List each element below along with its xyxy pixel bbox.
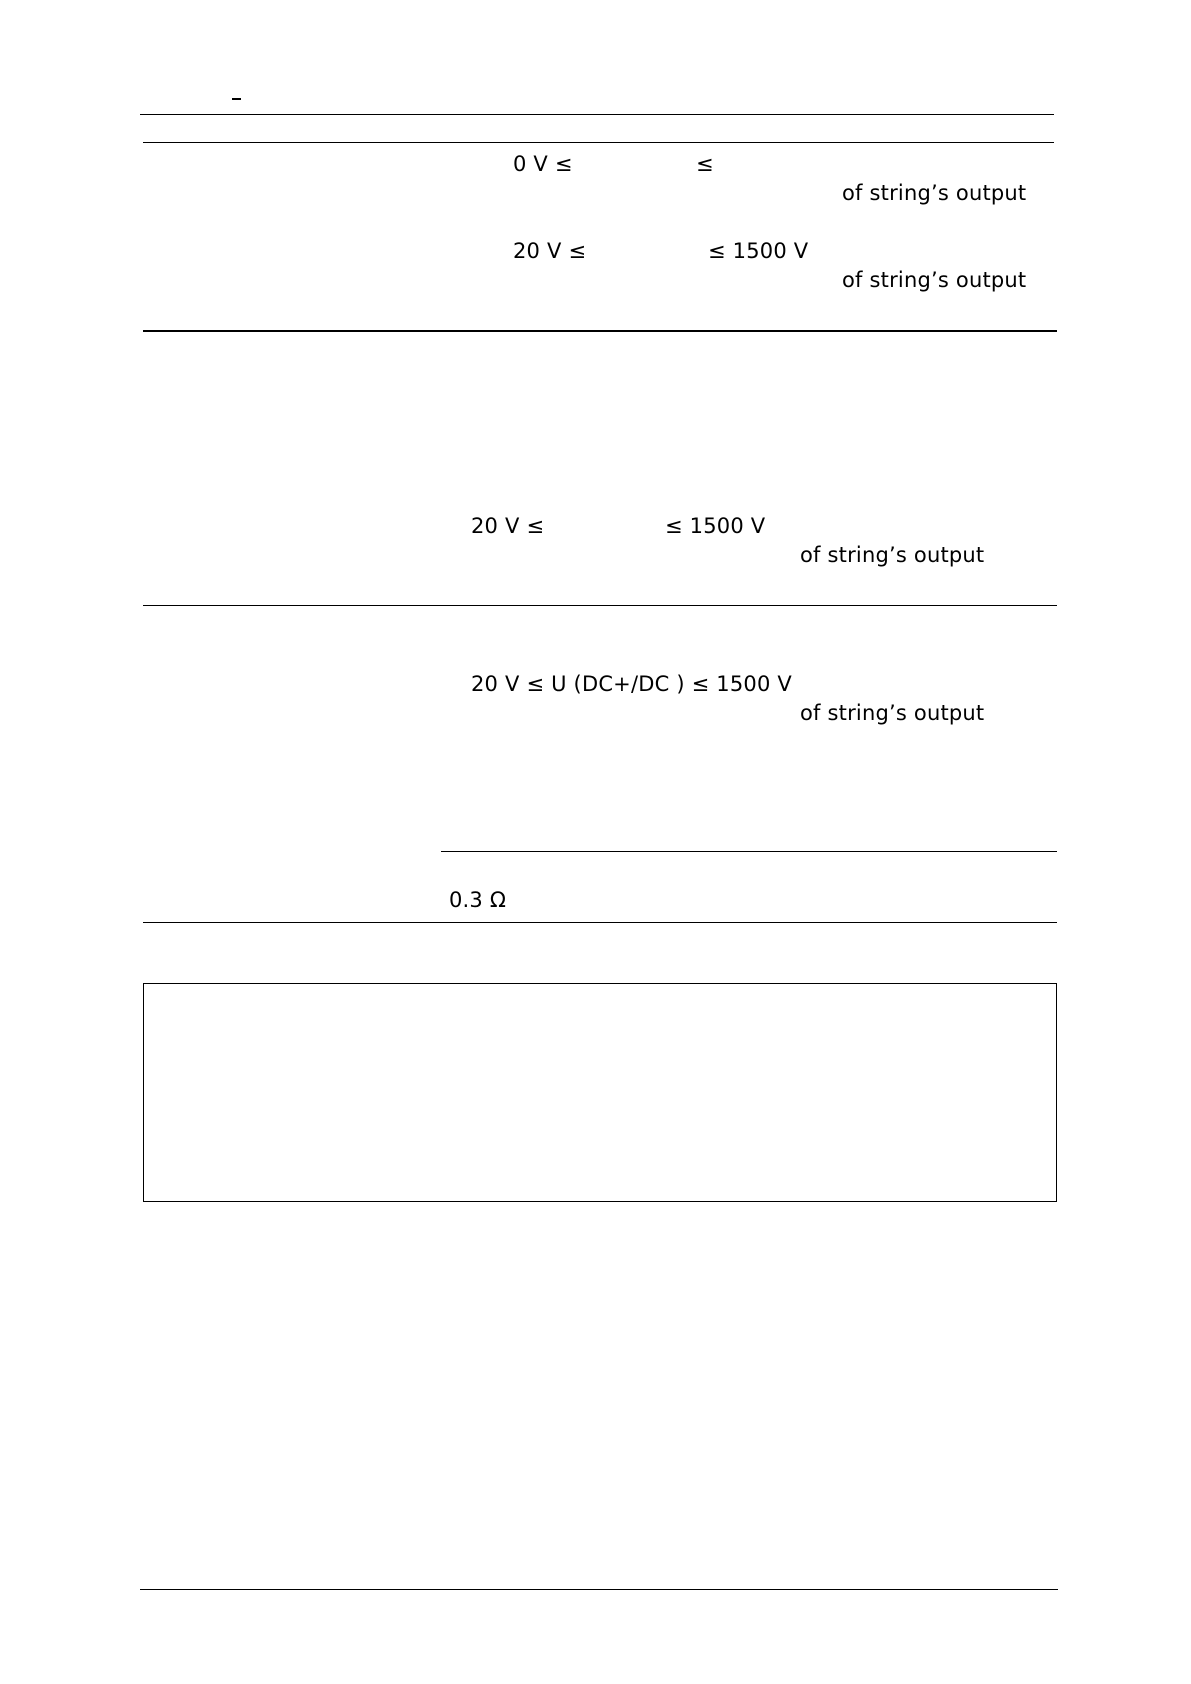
footer-rule bbox=[140, 1589, 1058, 1590]
row-divider bbox=[143, 330, 1057, 332]
accuracy-note: of string’s output bbox=[800, 543, 985, 567]
sub-row-divider bbox=[441, 851, 1057, 852]
table-top-rule bbox=[143, 142, 1054, 143]
header-rule bbox=[140, 114, 1054, 115]
voltage-range-start: 20 V ≤ bbox=[471, 514, 545, 538]
voltage-range-start: 20 V ≤ bbox=[513, 239, 587, 263]
accuracy-note: of string’s output bbox=[800, 701, 985, 725]
accuracy-note: of string’s output bbox=[842, 181, 1027, 205]
resistance-value: 0.3 Ω bbox=[449, 888, 507, 912]
row-divider bbox=[143, 605, 1057, 606]
voltage-range: 20 V ≤ U (DC+/DC ) ≤ 1500 V bbox=[471, 672, 792, 696]
voltage-range-end: ≤ 1500 V bbox=[665, 514, 766, 538]
accuracy-note: of string’s output bbox=[842, 268, 1027, 292]
table-bottom-rule bbox=[143, 922, 1057, 923]
voltage-range-end: ≤ 1500 V bbox=[708, 239, 809, 263]
voltage-range-end: ≤ bbox=[696, 152, 714, 176]
notice-box bbox=[143, 983, 1057, 1202]
voltage-range-start: 0 V ≤ bbox=[513, 152, 573, 176]
header-dash bbox=[232, 98, 241, 100]
